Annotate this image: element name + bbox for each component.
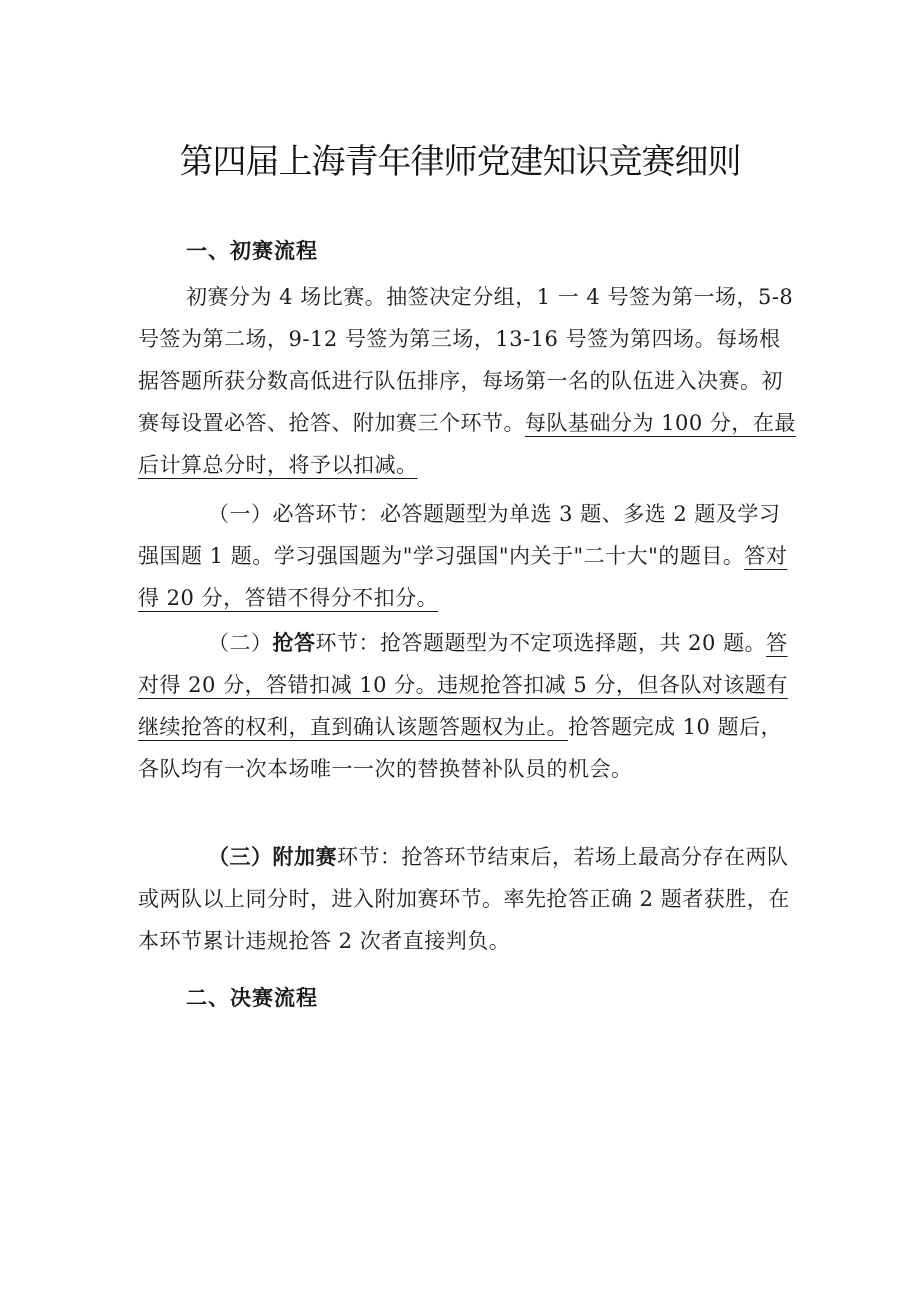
section-heading-preliminary: 一、初赛流程 <box>186 239 318 263</box>
paragraph-text: 初赛分为 4 场比赛。抽签决定分组，1 一 4 号签为第一场，5-8 号签为第二场，9-12 号签为第三场，13-16 号签为第四场。每场根据答题所获分数高低进行队伍排序，每场第一名的队伍进入决赛。初赛每设置必答、抢答、附加赛三个环节。 <box>138 285 794 435</box>
underlined-text: 答对得 20 分，答错扣减 10 分。违规抢答扣减 5 分，但各队对该题有继续抢答的权利，直到确认该题答题权为止。 <box>138 631 788 739</box>
subsection-label-suffix: 环节： <box>337 845 402 869</box>
subsection-label-bold: 抢答 <box>272 631 316 655</box>
paragraph-text: 抢答题题型为不定项选择题，共 20 题。 <box>380 631 767 655</box>
paragraph-preliminary-intro <box>138 276 798 486</box>
subsection-label-prefix: （二） <box>208 631 273 655</box>
subsection-label-bold: （三）附加赛 <box>208 845 337 869</box>
section-heading-final: 二、决赛流程 <box>186 986 318 1010</box>
paragraph-compulsory-round <box>138 493 798 619</box>
page-title: 第四届上海青年律师党建知识竞赛细则 <box>179 142 741 182</box>
underlined-text: 每队基础分为 100 分，在最后计算总分时，将予以扣减。 <box>138 411 796 477</box>
subsection-label: （一）必答环节： <box>208 502 380 526</box>
paragraph-quick-answer-round <box>138 622 798 790</box>
underlined-text: 答对得 20 分，答错不得分不扣分。 <box>138 544 788 610</box>
paragraph-text: 抢答题完成 10 题后，各队均有一次本场唯一一次的替换替补队员的机会。 <box>138 715 783 781</box>
paragraph-text: 抢答环节结束后，若场上最高分存在两队或两队以上同分时，进入附加赛环节。率先抢答正确 2 题者获胜，在本环节累计违规抢答 2 次者直接判负。 <box>138 845 790 953</box>
paragraph-text: 必答题题型为单选 3 题、多选 2 题及学习强国题 1 题。学习强国题为"学习强国"内关于"二十大"的题目。 <box>138 502 781 568</box>
subsection-label-suffix: 环节： <box>315 631 380 655</box>
paragraph-tiebreak-round <box>138 836 798 962</box>
